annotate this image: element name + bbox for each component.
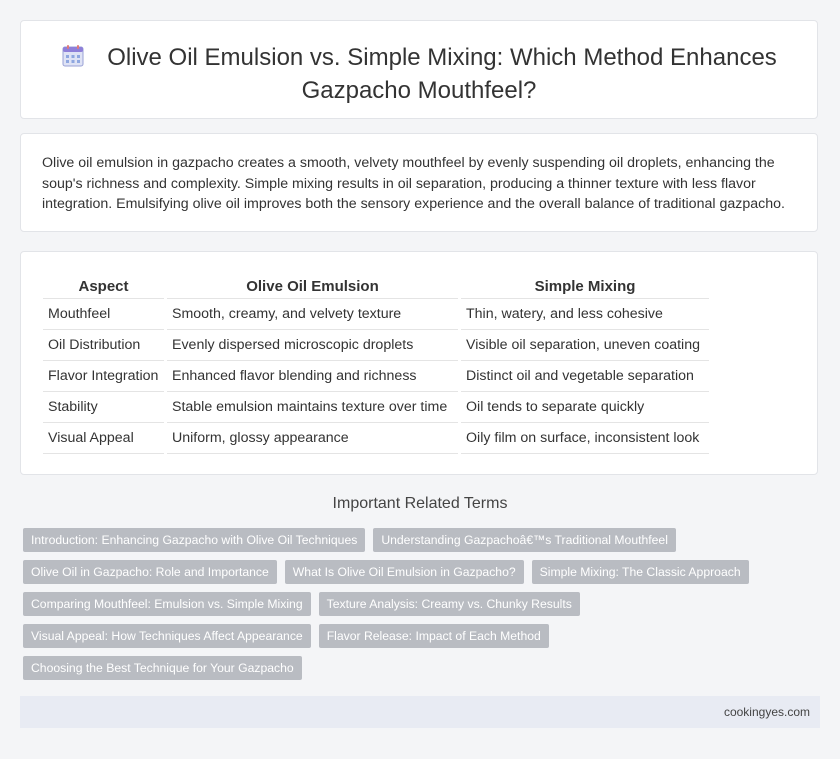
related-term-tag[interactable]: Understanding Gazpachoâ€™s Traditional Mouthfeel [373,528,676,552]
related-terms-row [23,528,823,552]
related-terms-list [23,528,823,688]
related-terms-row [23,592,823,616]
table-cell: Thin, watery, and less cohesive [460,299,710,330]
table-cell: Uniform, glossy appearance [166,423,460,454]
table-cell: Visible oil separation, uneven coating [460,330,710,361]
table-cell: Stable emulsion maintains texture over time [166,392,460,423]
related-term-tag[interactable]: Visual Appeal: How Techniques Affect Appearance [23,624,311,648]
table-cell: Oil Distribution [43,330,166,361]
table-row [43,392,709,423]
related-term-tag[interactable]: Introduction: Enhancing Gazpacho with Olive Oil Techniques [23,528,365,552]
header-emulsion: Olive Oil Emulsion [166,276,460,299]
related-terms-heading: Important Related Terms [332,495,508,512]
table-cell: Evenly dispersed microscopic droplets [166,330,460,361]
table-row [43,299,709,330]
table-cell: Smooth, creamy, and velvety texture [166,299,460,330]
comparison-table [43,276,709,454]
table-cell: Distinct oil and vegetable separation [460,361,710,392]
related-term-tag[interactable]: Olive Oil in Gazpacho: Role and Importance [23,560,277,584]
table-row [43,330,709,361]
comparison-card [20,251,818,475]
table-cell: Flavor Integration [43,361,166,392]
related-term-tag[interactable]: Comparing Mouthfeel: Emulsion vs. Simple Mixing [23,592,311,616]
table-header-row [43,276,709,299]
intro-card [20,133,818,232]
related-terms-row [23,560,823,584]
footer [20,696,820,728]
page-title-wrap [21,43,817,106]
related-term-tag[interactable]: Choosing the Best Technique for Your Gazpacho [23,656,302,680]
header-aspect: Aspect [43,276,166,299]
table-row [43,361,709,392]
table-cell: Enhanced flavor blending and richness [166,361,460,392]
table-cell: Visual Appeal [43,423,166,454]
table-cell: Oily film on surface, inconsistent look [460,423,710,454]
title-card [20,20,818,119]
intro-paragraph: Olive oil emulsion in gazpacho creates a smooth, velvety mouthfeel by evenly suspending oil droplets, enhancing the soup's richness and complexity. Simple mixing results in oil separation, producing a thinner texture with less flavor integration. Emulsifying olive oil improves both the sensory experience and the overall balance of traditional gazpacho. [42,155,785,212]
related-terms-row [23,656,823,680]
calendar-icon [61,44,85,76]
related-terms-row [23,624,823,648]
footer-site[interactable]: cookingyes.com [723,705,810,719]
table-row [43,423,709,454]
table-cell: Mouthfeel [43,299,166,330]
table-cell: Stability [43,392,166,423]
related-term-tag[interactable]: Flavor Release: Impact of Each Method [319,624,549,648]
related-term-tag[interactable]: Texture Analysis: Creamy vs. Chunky Results [319,592,580,616]
header-simple-mixing: Simple Mixing [460,276,710,299]
related-term-tag[interactable]: Simple Mixing: The Classic Approach [532,560,749,584]
related-term-tag[interactable]: What Is Olive Oil Emulsion in Gazpacho? [285,560,524,584]
table-cell: Oil tends to separate quickly [460,392,710,423]
page-title: Olive Oil Emulsion vs. Simple Mixing: Which Method Enhances Gazpacho Mouthfeel? [107,44,777,104]
